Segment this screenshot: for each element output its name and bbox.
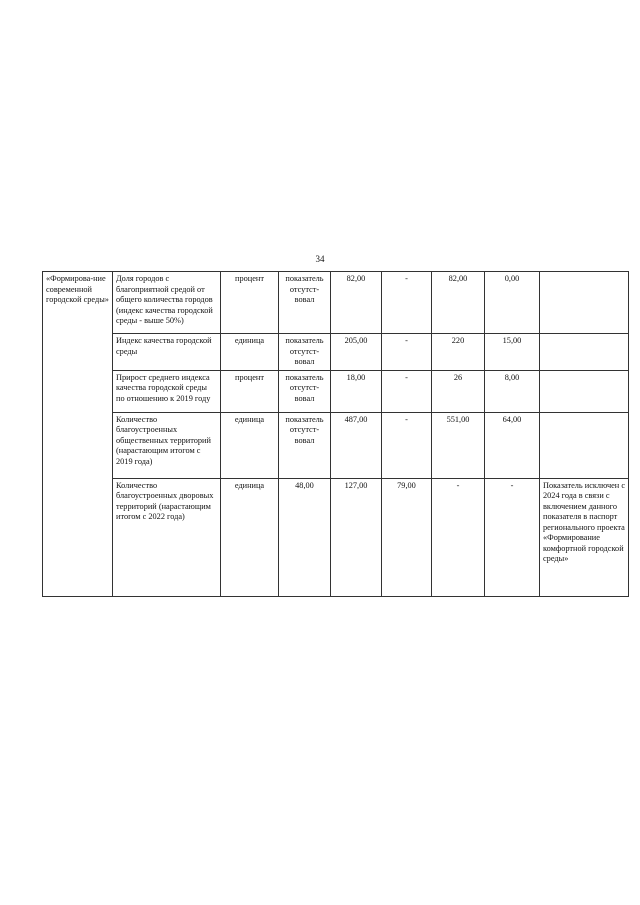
value-cell-2: 18,00 (331, 370, 382, 412)
value-cell-5: 0,00 (485, 272, 540, 334)
value-cell-1: показатель отсутст-вовал (279, 412, 331, 478)
table-row (43, 334, 629, 371)
value-cell-1: показатель отсутст-вовал (279, 334, 331, 371)
indicator-name-cell: Доля городов с благоприятной средой от общего количества городов (индекс качества городской среды - выше 50%) (113, 272, 221, 334)
unit-cell: единица (221, 334, 279, 371)
note-cell (540, 370, 629, 412)
note-cell (540, 334, 629, 371)
unit-cell: единица (221, 478, 279, 596)
table-row (43, 370, 629, 412)
value-cell-1: 48,00 (279, 478, 331, 596)
unit-cell: процент (221, 370, 279, 412)
value-cell-5: - (485, 478, 540, 596)
value-cell-3: - (382, 272, 432, 334)
indicator-name-cell: Количество благоустроенных общественных территорий (нарастающим итогом с 2019 года) (113, 412, 221, 478)
value-cell-1: показатель отсутст-вовал (279, 272, 331, 334)
unit-cell: процент (221, 272, 279, 334)
value-cell-3: 79,00 (382, 478, 432, 596)
indicator-name-cell: Индекс качества городской среды (113, 334, 221, 371)
note-cell: Показатель исключен с 2024 года в связи с включением данного показателя в паспорт регионального проекта «Формирование комфортной городской среды» (540, 478, 629, 596)
table-row (43, 272, 629, 334)
value-cell-4: 26 (432, 370, 485, 412)
value-cell-1: показатель отсутст-вовал (279, 370, 331, 412)
value-cell-2: 127,00 (331, 478, 382, 596)
value-cell-2: 487,00 (331, 412, 382, 478)
value-cell-5: 15,00 (485, 334, 540, 371)
value-cell-3: - (382, 370, 432, 412)
value-cell-4: - (432, 478, 485, 596)
value-cell-4: 82,00 (432, 272, 485, 334)
table-row (43, 478, 629, 596)
indicator-name-cell: Количество благоустроенных дворовых территорий (нарастающим итогом с 2022 года) (113, 478, 221, 596)
indicator-name-cell: Прирост среднего индекса качества городской среды по отношению к 2019 году (113, 370, 221, 412)
unit-cell: единица (221, 412, 279, 478)
program-name-cell: «Формирова-ние современной городской среды» (43, 272, 113, 597)
value-cell-3: - (382, 412, 432, 478)
value-cell-4: 220 (432, 334, 485, 371)
value-cell-5: 64,00 (485, 412, 540, 478)
note-cell (540, 272, 629, 334)
value-cell-5: 8,00 (485, 370, 540, 412)
indicators-table (42, 271, 629, 597)
note-cell (540, 412, 629, 478)
value-cell-3: - (382, 334, 432, 371)
table-row (43, 412, 629, 478)
value-cell-2: 205,00 (331, 334, 382, 371)
value-cell-4: 551,00 (432, 412, 485, 478)
page-number: 34 (315, 254, 325, 264)
value-cell-2: 82,00 (331, 272, 382, 334)
